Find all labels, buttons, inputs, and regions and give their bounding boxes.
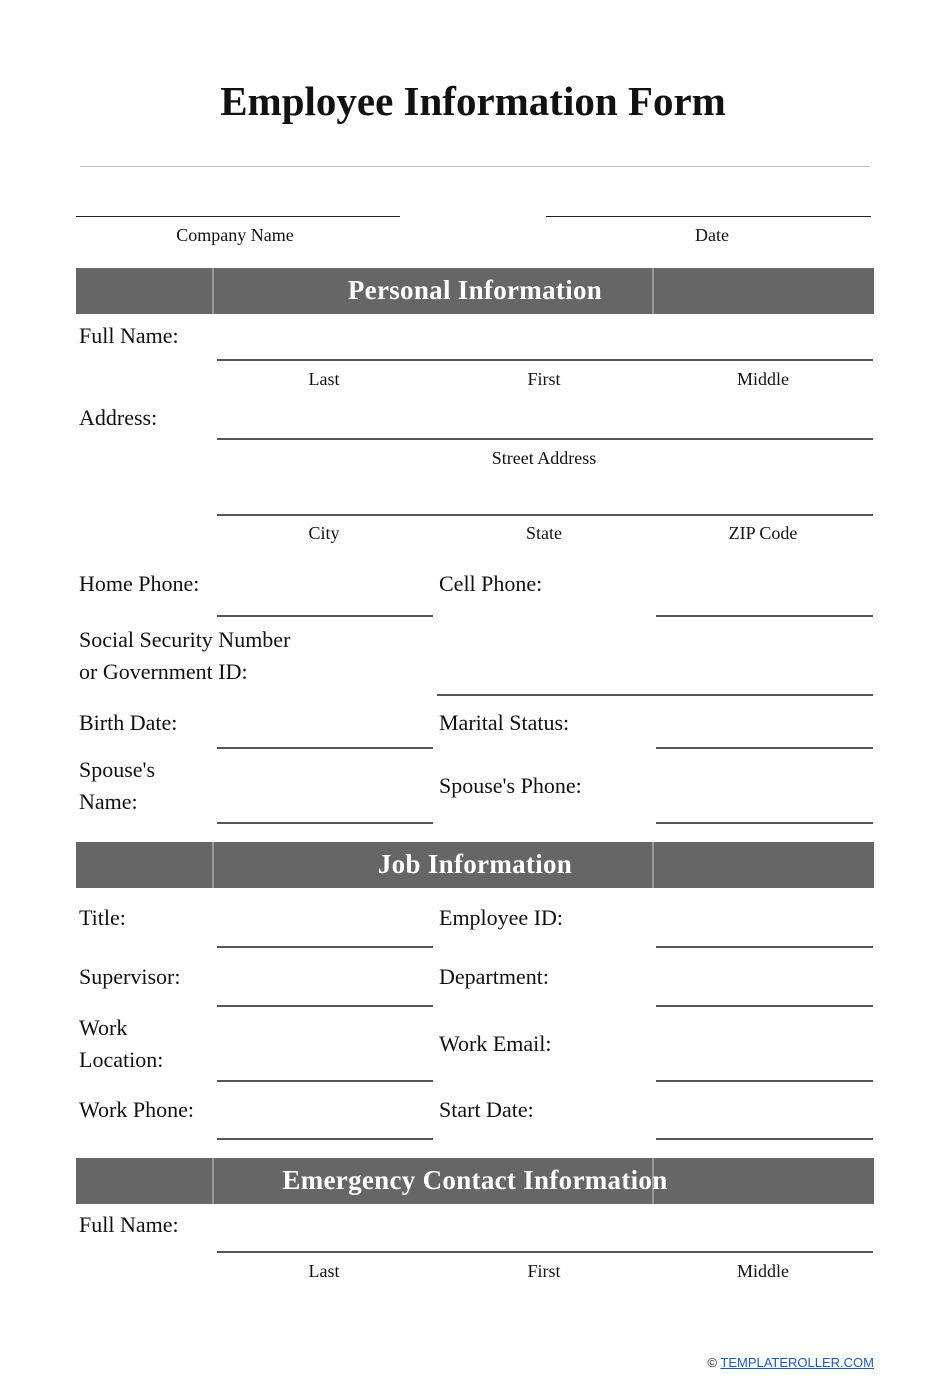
copyright-symbol: ©: [707, 1355, 717, 1370]
job-title-label: Title:: [79, 905, 126, 930]
spouse-phone-label: Spouse's Phone:: [439, 773, 582, 798]
section-title-personal: Personal Information: [347, 275, 603, 305]
start-date-label: Start Date:: [439, 1097, 534, 1122]
work-phone-field[interactable]: [217, 1138, 433, 1140]
section-title-emergency: Emergency Contact Information: [282, 1165, 668, 1195]
spouse-name-label-line2: Name:: [79, 789, 138, 814]
address-label: Address:: [79, 405, 158, 430]
work-location-field[interactable]: [217, 1080, 433, 1082]
supervisor-label: Supervisor:: [79, 964, 181, 989]
ssn-label-line1: Social Security Number: [79, 627, 291, 652]
start-date-field[interactable]: [656, 1138, 873, 1140]
zip-caption: ZIP Code: [728, 523, 798, 543]
emergency-first-name-caption: First: [527, 1261, 561, 1281]
marital-status-field[interactable]: [656, 747, 873, 749]
date-caption: Date: [695, 225, 729, 245]
cell-phone-field[interactable]: [656, 615, 873, 617]
full-name-field[interactable]: [217, 359, 873, 361]
footer: [707, 1355, 874, 1370]
cell-phone-label: Cell Phone:: [439, 571, 543, 596]
middle-name-caption: Middle: [737, 369, 789, 389]
section-header-job: [76, 842, 874, 888]
page-title: Employee Information Form: [220, 78, 726, 124]
employee-id-label: Employee ID:: [439, 905, 564, 930]
date-field[interactable]: [546, 216, 871, 217]
spouse-name-label-line1: Spouse's: [79, 757, 156, 782]
last-name-caption: Last: [308, 369, 340, 389]
templateroller-link[interactable]: TEMPLATEROLLER.COM: [720, 1355, 874, 1370]
full-name-label: Full Name:: [79, 323, 179, 348]
emergency-last-name-caption: Last: [308, 1261, 340, 1281]
birth-date-field[interactable]: [217, 747, 433, 749]
supervisor-field[interactable]: [217, 1005, 433, 1007]
birth-date-label: Birth Date:: [79, 710, 178, 735]
home-phone-label: Home Phone:: [79, 571, 200, 596]
department-field[interactable]: [656, 1005, 873, 1007]
work-phone-label: Work Phone:: [79, 1097, 194, 1122]
spouse-phone-field[interactable]: [656, 822, 873, 824]
marital-status-label: Marital Status:: [439, 710, 570, 735]
job-title-field[interactable]: [217, 946, 433, 948]
ssn-field[interactable]: [437, 694, 873, 696]
first-name-caption: First: [527, 369, 561, 389]
home-phone-field[interactable]: [217, 615, 433, 617]
street-address-caption: Street Address: [491, 448, 597, 468]
work-location-label-line2: Location:: [79, 1047, 164, 1072]
emergency-full-name-label: Full Name:: [79, 1212, 179, 1237]
company-name-caption: Company Name: [176, 225, 294, 245]
emergency-full-name-field[interactable]: [217, 1251, 873, 1253]
section-header-personal: [76, 268, 874, 314]
city-caption: City: [308, 523, 340, 543]
section-header-emergency: [76, 1158, 874, 1204]
company-name-field[interactable]: [76, 216, 400, 217]
ssn-label-line2: or Government ID:: [79, 659, 248, 684]
state-caption: State: [526, 523, 562, 543]
spouse-name-field[interactable]: [217, 822, 433, 824]
department-label: Department:: [439, 964, 549, 989]
street-address-field[interactable]: [217, 438, 873, 440]
work-email-label: Work Email:: [439, 1031, 552, 1056]
work-location-label-line1: Work: [79, 1015, 128, 1040]
emergency-middle-name-caption: Middle: [737, 1261, 789, 1281]
city-state-zip-field[interactable]: [217, 514, 873, 516]
employee-id-field[interactable]: [656, 946, 873, 948]
title-divider: [80, 166, 870, 167]
section-title-job: Job Information: [377, 849, 573, 879]
work-email-field[interactable]: [656, 1080, 873, 1082]
